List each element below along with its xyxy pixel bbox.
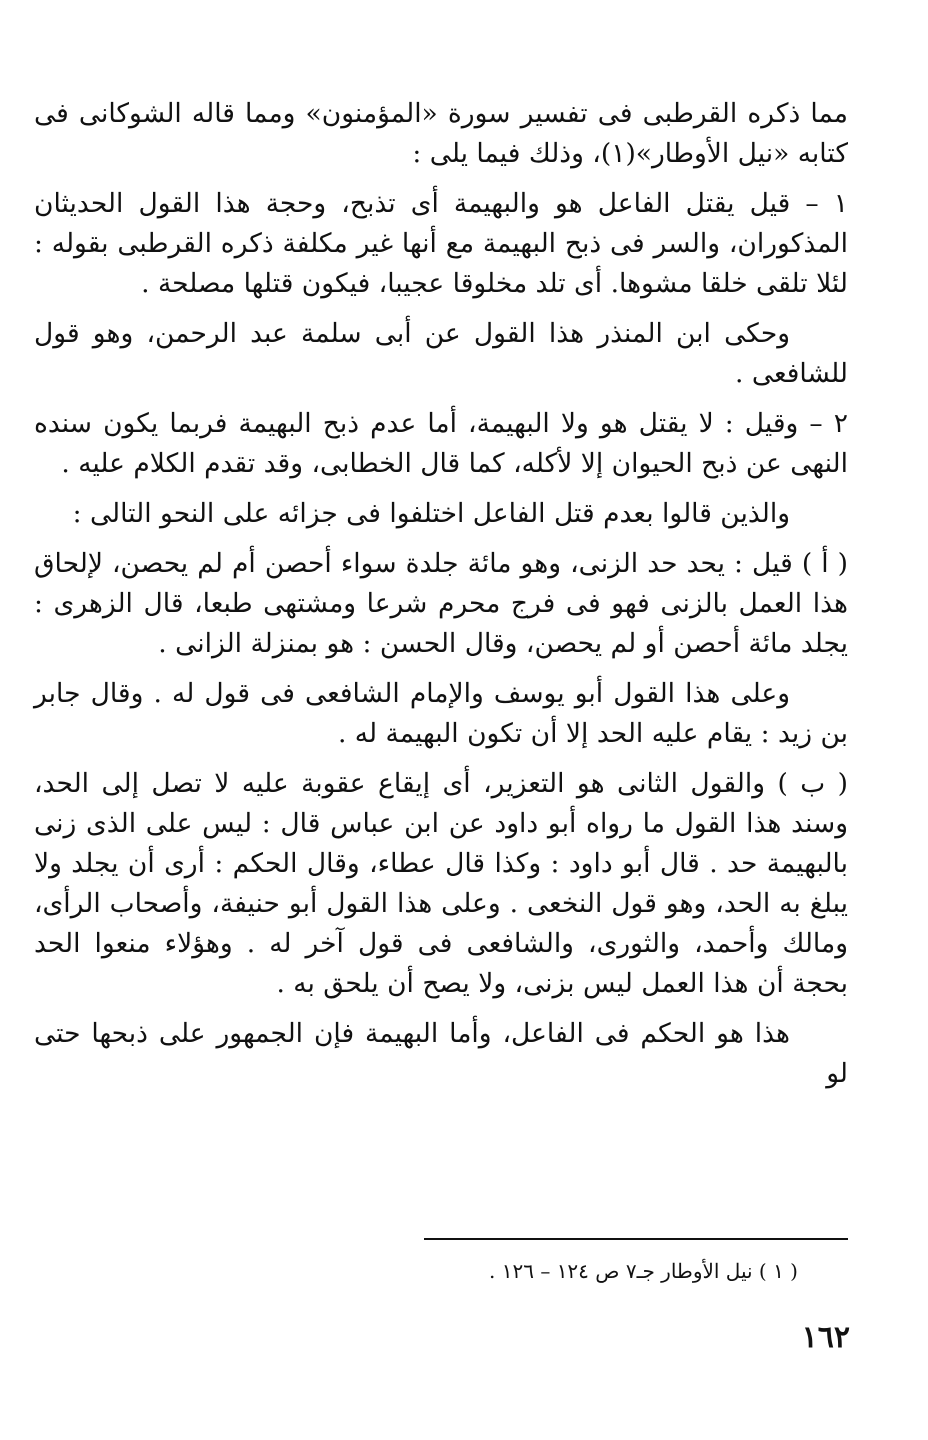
paragraph-intro: مما ذكره القرطبى فى تفسير سورة «المؤمنون» ومما قاله الشوكانى فى كتابه «نيل الأوطار»(١)، وذلك فيما يلى :	[34, 98, 848, 169]
paragraph-opinion-a: ( أ ) قيل : يحد حد الزنى، وهو مائة جلدة سواء أحصن أم لم يحصن، لإلحاق هذا العمل بالزنى فهو فى فرج محرم شرعا ومشتهى طبعا، قال الزهرى : يجلد مائة أحصن أو لم يحصن، وقال الحسن : هو بمنزلة الزانى .	[34, 548, 848, 659]
paragraph-differences-intro: والذين قالوا بعدم قتل الفاعل اختلفوا فى جزائه على النحو التالى :	[72, 498, 790, 529]
paragraph-abu-yusuf: وعلى هذا القول أبو يوسف والإمام الشافعى فى قول له . وقال جابر بن زيد : يقام عليه الحد إلا أن تكون البهيمة له .	[34, 678, 848, 749]
paragraph-opinion-1: ١ – قيل يقتل الفاعل هو والبهيمة أى تذبح، وحجة هذا القول الحديثان المذكوران، والسر فى ذبح البهيمة مع أنها غير مكلفة ذكره القرطبى بقوله : لئلا تلقى خلقا مشوها. أى تلد مخلوقا عجيبا، فيكون قتلها مصلحة .	[34, 188, 848, 299]
main-text	[34, 94, 848, 1104]
footnote: ( ١ ) نيل الأوطار جـ٧ ص ١٢٤ – ١٢٦ .	[489, 1259, 798, 1283]
paragraph-opinion-b: ( ب ) والقول الثانى هو التعزير، أى إيقاع عقوبة عليه لا تصل إلى الحد، وسند هذا القول ما رواه أبو داود عن ابن عباس قال : ليس على الذى زنى بالبهيمة حد . قال أبو داود : وكذا قال عطاء، وقال الحكم : أرى أن يجلد ولا يبلغ به الحد، وهو قول النخعى . وعلى هذا القول أبو حنيفة، وأصحاب الرأى، ومالك وأحمد، والثورى، والشافعى فى قول آخر له . وهؤلاء منعوا الحد بحجة أن هذا العمل ليس بزنى، ولا يصح أن يلحق به .	[34, 768, 848, 999]
page-number: ١٦٢	[801, 1320, 850, 1355]
paragraph-opinion-2: ٢ – وقيل : لا يقتل هو ولا البهيمة، أما عدم ذبح البهيمة فربما يكون سنده النهى عن ذبح الحيوان إلا لأكله، كما قال الخطابى، وقد تقدم الكلام عليه .	[34, 408, 848, 479]
paragraph-ibn-al-mundhir: وحكى ابن المنذر هذا القول عن أبى سلمة عبد الرحمن، وهو قول للشافعى .	[34, 318, 848, 389]
footnote-separator	[424, 1238, 848, 1240]
paragraph-conclusion: هذا هو الحكم فى الفاعل، وأما البهيمة فإن الجمهور على ذبحها حتى لو	[34, 1018, 848, 1089]
